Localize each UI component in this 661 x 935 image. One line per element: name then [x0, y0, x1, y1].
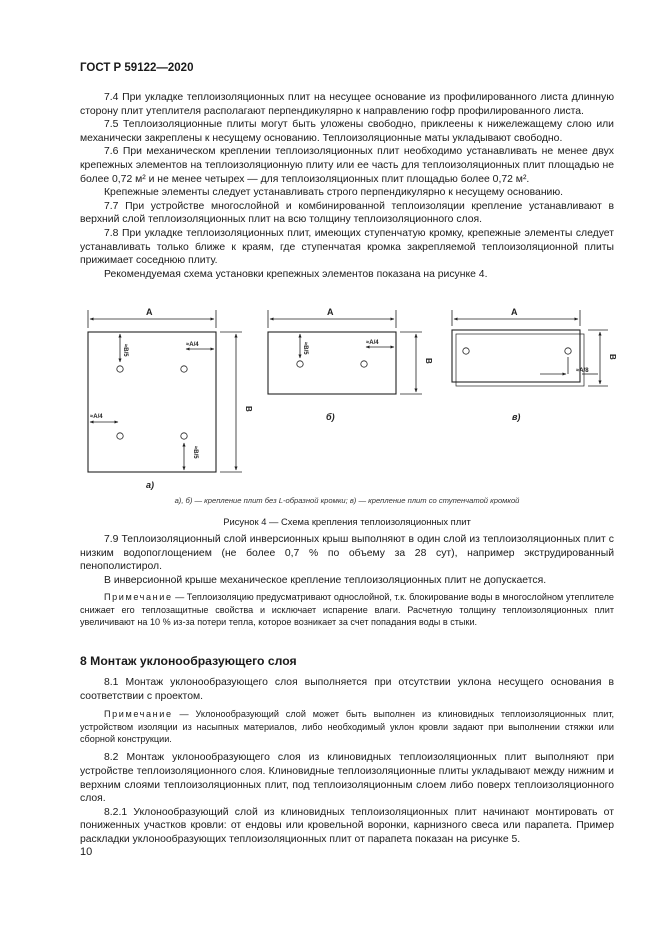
paragraph-7-7: 7.7 При устройстве многослойной и комбинированной теплоизоляции крепление устанавливают в верхний слой теплоизоляционных плит на всю толщину теплоизоляционного слоя.	[80, 200, 614, 226]
figure-caption: Рисунок 4 — Схема крепления теплоизоляционных плит	[223, 516, 471, 527]
dim-label-b: B	[244, 406, 253, 412]
fastener-a3	[117, 433, 123, 439]
fastener-c2	[565, 348, 571, 354]
dim-a4-a-left: ≈A/4	[90, 414, 103, 420]
paragraph-7-4: 7.4 При укладке теплоизоляционных плит на несущее основание из профилированного листа длинную сторону плит утеплителя располагают перпендикулярно к направлению гофр профилированного листа.	[80, 92, 614, 117]
section-8-title: 8 Монтаж уклонообразующего слоя	[80, 654, 297, 668]
dim-a4-b: ≈A/4	[366, 340, 379, 346]
fastener-a1	[117, 366, 123, 372]
note-2	[80, 708, 614, 745]
paragraph-inverted-roof: В инверсионной крыше механическое крепление теплоизоляционных плит не допускается.	[104, 574, 547, 586]
paragraph-8-2-1: 8.2.1 Уклонообразующий слой из клиновидных теплоизоляционных плит начинают монтировать от пониженных участков кровли: от ендовы или кровельной воронки, карнизного свеса или парапета. Пример раскладки уклонообразующих теплоизоляционных плит от парапета показан на рисунке 5.	[80, 806, 614, 845]
note-2-text: — Уклонообразующий слой может быть выполнен из клиновидных теплоизоляционных плит, устройством изоляции из насыпных материалов, либо необходимый уклон кровли задают при выполнении стяжки или сборной конструкции.	[80, 709, 614, 744]
page-number: 10	[80, 846, 93, 858]
sublabel-b: б)	[326, 412, 335, 422]
text-block-top	[80, 91, 614, 281]
paragraph-8-1: 8.1 Монтаж уклонообразующего слоя выполняется при отсутствии уклона несущего основания в соответствии с проектом.	[80, 677, 614, 702]
document-header: ГОСТ Р 59122—2020	[80, 62, 194, 74]
dim-label-a: A	[146, 307, 153, 317]
sublabel-c: в)	[512, 412, 521, 422]
dim-label-a-c: A	[511, 307, 518, 317]
fastener-c1	[463, 348, 469, 354]
dim-a4-a-top: ≈A/4	[186, 342, 199, 348]
note-1-text: — Теплоизоляцию предусматривают однослойной, т.к. блокирование воды в многослойном утеплителе снижает его теплозащитные свойства и исключает испарение влаги. Расчетную толщину теплоизоляционных плит увеличивают на 10 % из-за потери тепла, которое возникает за счет попадания воды в стыки.	[80, 592, 614, 628]
text-block-bottom	[80, 676, 614, 847]
note-2-label: Примечание	[104, 709, 173, 720]
sublabel-a: а)	[146, 480, 155, 490]
paragraph-7-5: 7.5 Теплоизоляционные плиты могут быть уложены свободно, приклеены к нижележащему слою или механически закреплены к несущему основанию. Теплоизоляционные маты укладывают свободно.	[80, 119, 614, 144]
paragraph-7-6: 7.6 При механическом креплении теплоизоляционных плит необходимо устанавливать не менее двух крепежных элементов на теплоизоляционную плиту или ее часть для теплоизоляционных плит площадью не более 0,72 м² и не менее четырех — для теплоизоляционных плит площадью более 0,72 м².	[80, 146, 614, 185]
note-1	[80, 591, 614, 628]
dim-label-b-b: B	[424, 358, 433, 364]
paragraph-8-2: 8.2 Монтаж уклонообразующего слоя из клиновидных теплоизоляционных плит выполняют при устройстве теплоизоляционного слоя. Клиновидные теплоизоляционные плиты укладывают между нижним и верхним слоями теплоизоляционных плит, под теплоизоляционным слоем либо поверх теплоизоляционного слоя.	[80, 752, 614, 805]
paragraph-7-8: 7.8 При укладке теплоизоляционных плит, имеющих ступенчатую кромку, крепежные элементы следует устанавливать только ближе к краям, где ступенчатая кромка закрепляемой теплоизоляционной плиты прижимает соседнюю плиту.	[80, 227, 614, 267]
dim-label-b-c: B	[608, 354, 617, 360]
dim-b5-a: ≈B/5	[122, 344, 128, 357]
paragraph-figure-ref: Рекомендуемая схема установки крепежных элементов показана на рисунке 4.	[104, 268, 488, 280]
dim-label-a-b: A	[327, 307, 334, 317]
fastener-a2	[181, 366, 187, 372]
note-1-label: Примечание	[104, 592, 173, 603]
text-block-mid	[80, 533, 614, 629]
fastener-a4	[181, 433, 187, 439]
fastener-b1	[297, 361, 303, 367]
paragraph-7-9: 7.9 Теплоизоляционный слой инверсионных крыш выполняют в один слой из теплоизоляционных плит с низким водопоглощением (не более 0,7 % по объему за 28 сут), например экструдированный пенополистирол.	[80, 534, 614, 573]
figure-legend: а), б) — крепление плит без L-образной кромки; в) — крепление плит со ступенчатой кромкой	[174, 496, 520, 505]
figure-4-diagram	[80, 302, 617, 492]
panel-c-step-edge	[456, 334, 584, 386]
dim-b5-b: ≈B/5	[302, 342, 308, 355]
dim-b5-a-bottom: ≈B/5	[192, 446, 198, 459]
dim-a8-c: ≈A/8	[576, 368, 589, 374]
fastener-b2	[361, 361, 367, 367]
paragraph-fasteners: Крепежные элементы следует устанавливать строго перпендикулярно к несущему основанию.	[104, 187, 564, 199]
